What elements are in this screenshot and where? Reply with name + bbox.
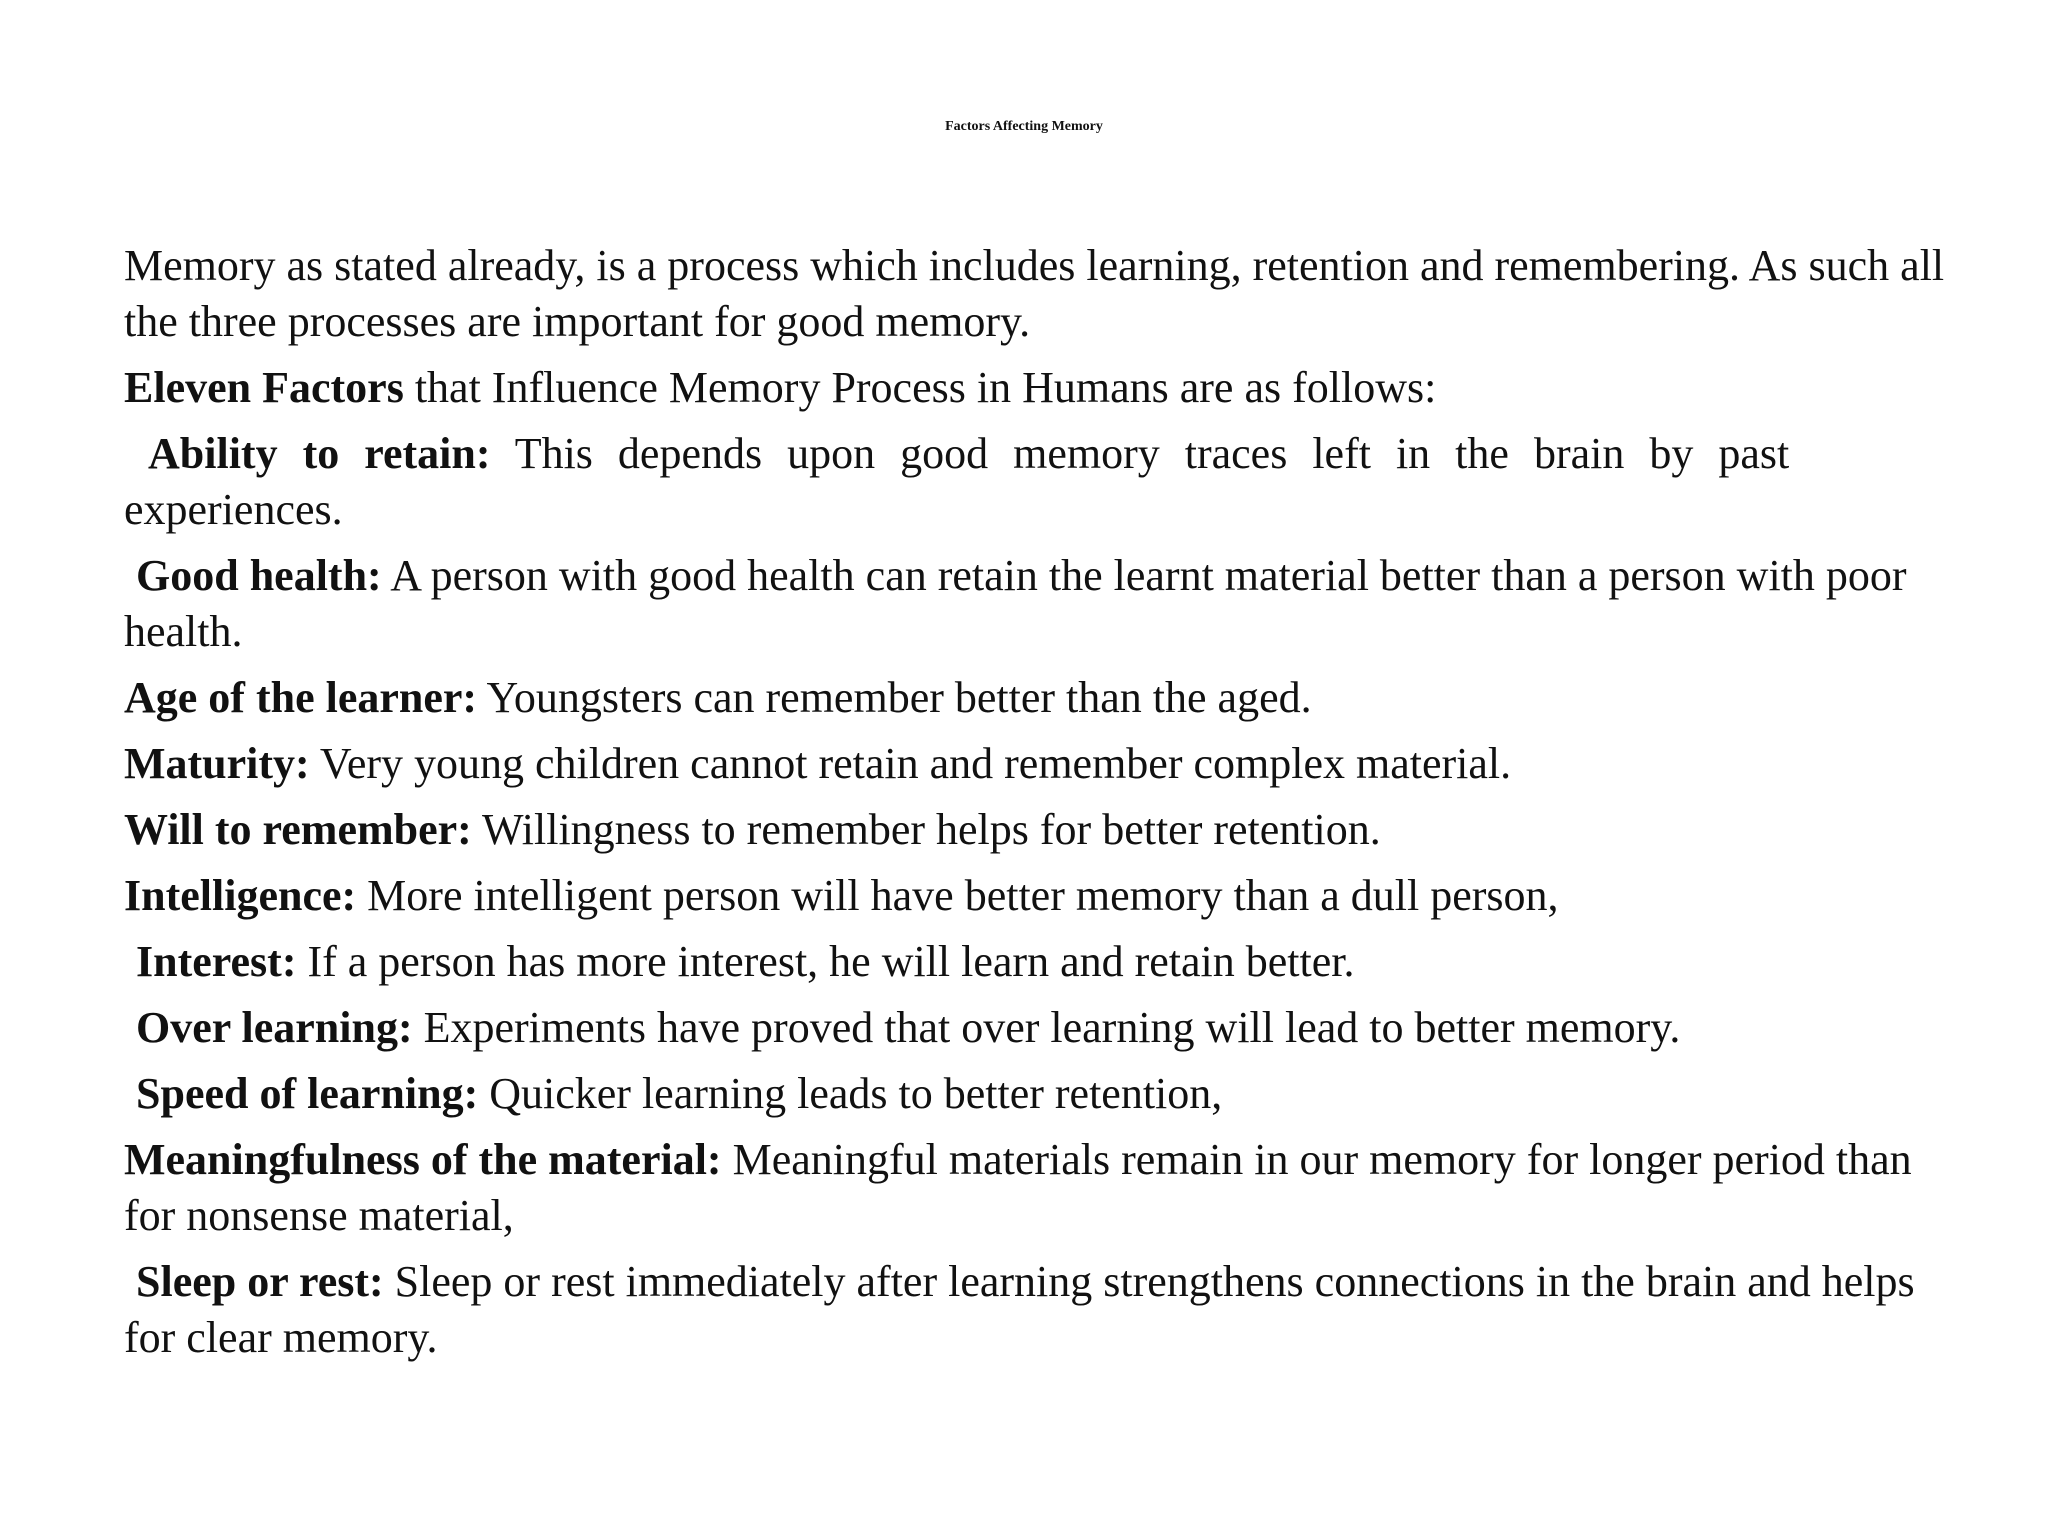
lead-bold-text: Eleven Factors — [124, 363, 404, 412]
factor-will-to-remember — [124, 802, 1954, 858]
factor-sleep-or-rest — [124, 1254, 1954, 1366]
factor-description: Quicker learning leads to better retention, — [478, 1069, 1223, 1118]
factor-term: Sleep or rest: — [136, 1257, 384, 1306]
factor-term: Interest: — [136, 937, 297, 986]
factor-description: Experiments have proved that over learning will lead to better memory. — [412, 1003, 1681, 1052]
factor-over-learning — [124, 1000, 1954, 1056]
factor-term: Will to remember: — [124, 805, 472, 854]
lead-paragraph — [124, 360, 1954, 416]
factor-description: A person with good health can retain the learnt material better than a person with poor health. — [124, 551, 1907, 656]
factor-meaningfulness — [124, 1132, 1954, 1244]
factor-description: Youngsters can remember better than the aged. — [477, 673, 1312, 722]
factor-term: Ability to retain: — [148, 429, 491, 478]
factor-term: Over learning: — [136, 1003, 413, 1052]
factor-term: Meaningfulness of the material: — [124, 1135, 722, 1184]
factor-description: More intelligent person will have better memory than a dull person, — [356, 871, 1559, 920]
factor-interest — [124, 934, 1954, 990]
factor-description: Willingness to remember helps for better retention. — [471, 805, 1381, 854]
intro-paragraph: Memory as stated already, is a process which includes learning, retention and remembering. As such all the three processes are important for good memory. — [124, 241, 1945, 346]
factor-term: Age of the learner: — [124, 673, 478, 722]
document-title: Factors Affecting Memory — [945, 119, 1103, 134]
factor-intelligence — [124, 868, 1954, 924]
factor-description: This depends upon good memory traces left in the brain by past experiences. — [124, 429, 1790, 534]
factor-ability-to-retain — [124, 426, 1954, 538]
factor-term: Maturity: — [124, 739, 310, 788]
factor-good-health — [124, 548, 1954, 660]
factor-description: Very young children cannot retain and remember complex material. — [309, 739, 1512, 788]
document-body — [124, 238, 1954, 1376]
factor-term: Speed of learning: — [136, 1069, 479, 1118]
factor-description: Sleep or rest immediately after learning strengthens connections in the brain and helps for clear memory. — [124, 1257, 1915, 1362]
factor-description: If a person has more interest, he will learn and retain better. — [296, 937, 1355, 986]
factor-term: Good health: — [136, 551, 382, 600]
factor-maturity — [124, 736, 1954, 792]
lead-text: that Influence Memory Process in Humans are as follows: — [403, 363, 1437, 412]
factor-age-of-learner — [124, 670, 1954, 726]
factor-speed-of-learning — [124, 1066, 1954, 1122]
factor-description: Meaningful materials remain in our memory for longer period than for nonsense material, — [124, 1135, 1912, 1240]
factor-term: Intelligence: — [124, 871, 357, 920]
